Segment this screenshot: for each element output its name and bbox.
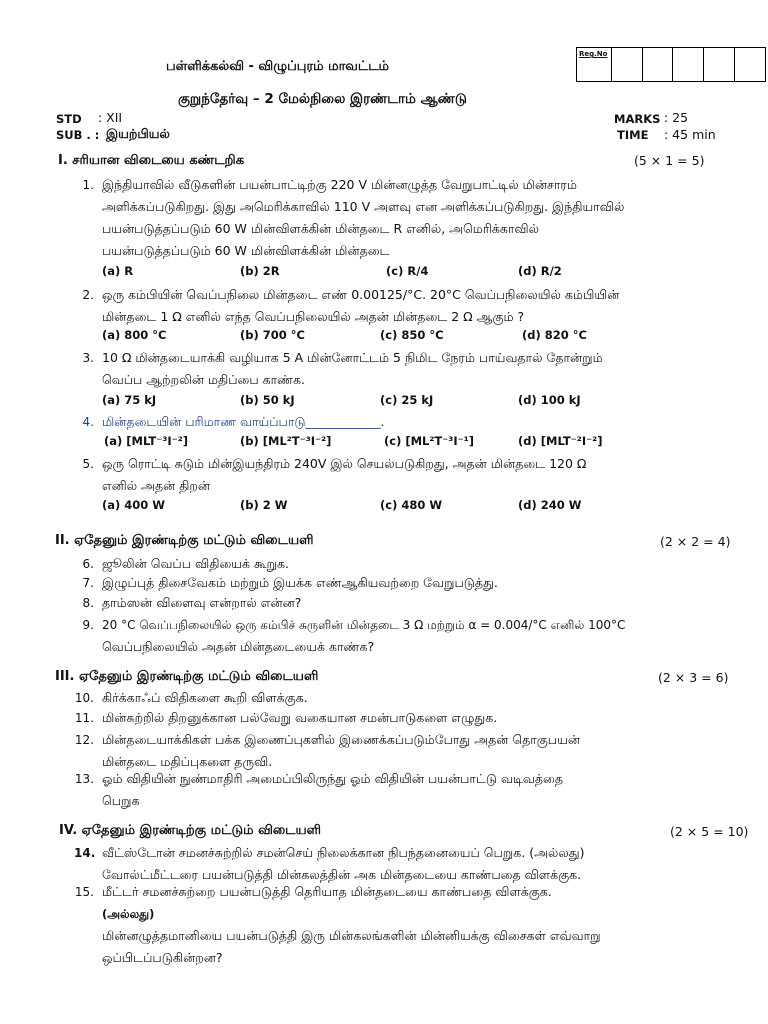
question-text [102,768,742,812]
option-a: (a) 400 W [102,498,165,512]
question-line: மின்தடை 1 Ω எனில் எந்த வெப்பநிலையில் அதன் மின்தடை 2 Ω ஆகும் ? [102,309,525,324]
question-line: வெப்ப ஆற்றலின் மதிப்பை காண்க. [102,372,306,387]
section-marks: (2 × 3 = 6) [658,670,729,685]
section-marks: (5 × 1 = 5) [634,153,705,168]
reg-cell[interactable] [642,48,673,81]
question-line: மின்தடை மதிப்புகளை தருவி. [102,754,273,769]
question-line: அளிக்கப்படுகிறது. இது அமெரிக்காவில் 110 V அளவு என அளிக்கப்படுகிறது. இந்தியாவில் [102,199,625,214]
question-text [102,411,742,433]
question [74,174,744,264]
marks-value: : 25 [664,110,689,125]
section-marks: (2 × 5 = 10) [670,824,749,839]
question-text: ஜூலின் வெப்ப விதியைக் கூறுக. [102,556,289,571]
question-number: 3. [82,351,94,365]
question-line: மின்தடையாக்கிகள் பக்க இணைப்புகளில் இணைக்கப்படும்போது அதன் தொகுபயன் [102,732,580,747]
section-title: III. ஏதேனும் இரண்டிற்கு மட்டும் விடையளி [55,669,319,684]
question-line: பயன்படுத்தப்படும் 60 W மின்விளக்கின் மின்தடை [102,243,390,258]
question-line: வோல்ட்மீட்டரை பயன்படுத்தி மின்கலத்தின் அக மின்தடையை காண்பதை விளக்குக. [102,867,582,882]
question [74,411,744,435]
option-d: (d) [MLT⁻²I⁻²] [518,434,603,448]
option-b: (b) 700 °C [240,328,305,342]
option-d: (d) 240 W [518,498,582,512]
option-b: (b) [ML²T⁻³I⁻²] [240,434,332,448]
section-title: I. சரியான விடையை கண்டறிக [58,153,245,168]
question-number: 2. [82,288,94,302]
question-line: பயன்படுத்தப்படும் 60 W மின்விளக்கின் மின்தடை R எனில், அமெரிக்காவில் [102,221,539,236]
section-title: IV. ஏதேனும் இரண்டிற்கு மட்டும் விடையளி [59,823,322,838]
question-line: ஒப்பிடப்படுகின்றன? [102,950,223,965]
option-c: (c) [ML²T⁻³I⁻¹] [384,434,474,448]
question-number: 14. [74,846,96,860]
reg-cell[interactable] [672,48,703,81]
question-text: மின்சுற்றில் திறனுக்கான பல்வேறு வகையான சமன்பாடுகளை எழுதுக. [102,710,498,725]
exam-title: குறுந்தேர்வு – 2 மேல்நிலை இரண்டாம் ஆண்டு [178,91,467,107]
question-line: வீட்ஸ்டோன் சமனச்சுற்றில் சமன்செய் நிலைக்கான நிபந்தனையைப் பெறுக. (அல்லது) [102,845,585,860]
question-line: பெறுக [102,793,140,808]
question-line: இந்தியாவில் வீடுகளின் பயன்பாட்டிற்கு 220 V மின்னழுத்த வேறுபாட்டில் மின்சாரம் [102,177,577,192]
question-number: 5. [82,457,94,471]
std-label: STD [56,112,82,126]
question-text [102,284,742,328]
question-text [102,453,742,497]
option-a: (a) 800 °C [102,328,167,342]
reg-label: Reg.No [579,50,608,58]
option-c: (c) R/4 [386,264,429,278]
question-text: இழுப்புத் திசைவேகம் மற்றும் இயக்க எண்ஆகியவற்றை வேறுபடுத்து. [102,575,498,590]
section-title: II. ஏதேனும் இரண்டிற்கு மட்டும் விடையளி [55,533,314,548]
question-line: மின்னழுத்தமானியை பயன்படுத்தி இரு மின்கலங்களின் மின்னியக்கு விசைகள் எவ்வாறு [102,928,601,943]
option-a: (a) [MLT⁻³I⁻²] [104,434,188,448]
question-number: 11. [74,711,94,725]
question-text [102,174,742,262]
question-line: (அல்லது) [102,907,155,921]
question-line: ஒரு கம்பியின் வெப்பநிலை மின்தடை எண் 0.00125/°C. 20°C வெப்பநிலையில் கம்பியின் [102,287,620,302]
register-number-box[interactable] [576,47,766,82]
option-d: (d) 820 °C [522,328,587,342]
option-a: (a) R [102,264,134,278]
question-line: மின்தடையின் பரிமாண வாய்ப்பாடு____________. [102,414,385,429]
std-value: : XII [98,110,123,125]
reg-cell[interactable] [703,48,734,81]
question-number: 9. [82,618,94,632]
question-text: தாம்ஸன் விளைவு என்றால் என்ன? [102,595,302,610]
option-b: (b) 2 W [240,498,288,512]
option-c: (c) 25 kJ [380,393,434,407]
section-marks: (2 × 2 = 4) [660,534,731,549]
reg-cell[interactable] [611,48,642,81]
question-line: ஒரு ரொட்டி சுடும் மின்இயந்திரம் 240V இல் செயல்படுகிறது, அதன் மின்தடை 120 Ω [102,456,587,471]
option-b: (b) 2R [240,264,280,278]
question-line: வெப்பநிலையில் அதன் மின்தடையைக் காண்க? [102,639,375,654]
time-value: : 45 min [664,127,716,142]
option-c: (c) 480 W [380,498,443,512]
option-d: (d) R/2 [518,264,562,278]
question-line: 20 °C வெப்பநிலையில் ஒரு கம்பிச் சுருளின் மின்தடை 3 Ω மற்றும் α = 0.004/°C எனில் 100°C [102,618,626,632]
question-number: 15. [74,885,94,899]
time-label: TIME [617,128,649,142]
question-line: எனில் அதன் திறன் [102,478,211,493]
question-number: 8. [82,596,94,610]
question-text [102,614,742,658]
question-text [102,729,742,773]
marks-label: MARKS [614,112,661,126]
question [74,347,744,393]
question-text: கிர்க்காஃப் விதிகளை கூறி விளக்குக. [102,690,308,705]
question-line: ஓம் விதியின் நுண்மாதிரி அமைப்பிலிருந்து ஓம் விதியின் பயன்பாட்டு வடிவத்தை [102,771,563,786]
question-number: 6. [82,557,94,571]
question-text [102,881,742,969]
district-title: பள்ளிக்கல்வி - விழுப்புரம் மாவட்டம் [166,59,390,74]
question-text [102,347,742,391]
reg-cell[interactable] [734,48,765,81]
question-line: 10 Ω மின்தடையாக்கி வழியாக 5 A மின்னோட்டம் 5 நிமிட நேரம் பாய்வதால் தோன்றும் [102,350,603,365]
question [74,284,744,330]
question-number: 4. [82,415,94,429]
option-d: (d) 100 kJ [518,393,581,407]
question [74,453,744,499]
question-line: மீட்டர் சமனச்சுற்றை பயன்படுத்தி தெரியாத மின்தடையை காண்பதை விளக்குக. [102,884,552,899]
question-text [102,842,742,886]
question-number: 1. [82,178,94,192]
question-number: 7. [82,576,94,590]
sub-value: இயற்பியல் [106,126,170,141]
option-a: (a) 75 kJ [102,393,157,407]
question-number: 10. [74,691,94,705]
question-number: 12. [74,733,94,747]
question-number: 13. [74,772,94,786]
option-b: (b) 50 kJ [240,393,295,407]
option-c: (c) 850 °C [380,328,444,342]
sub-label: SUB . : [56,128,100,142]
